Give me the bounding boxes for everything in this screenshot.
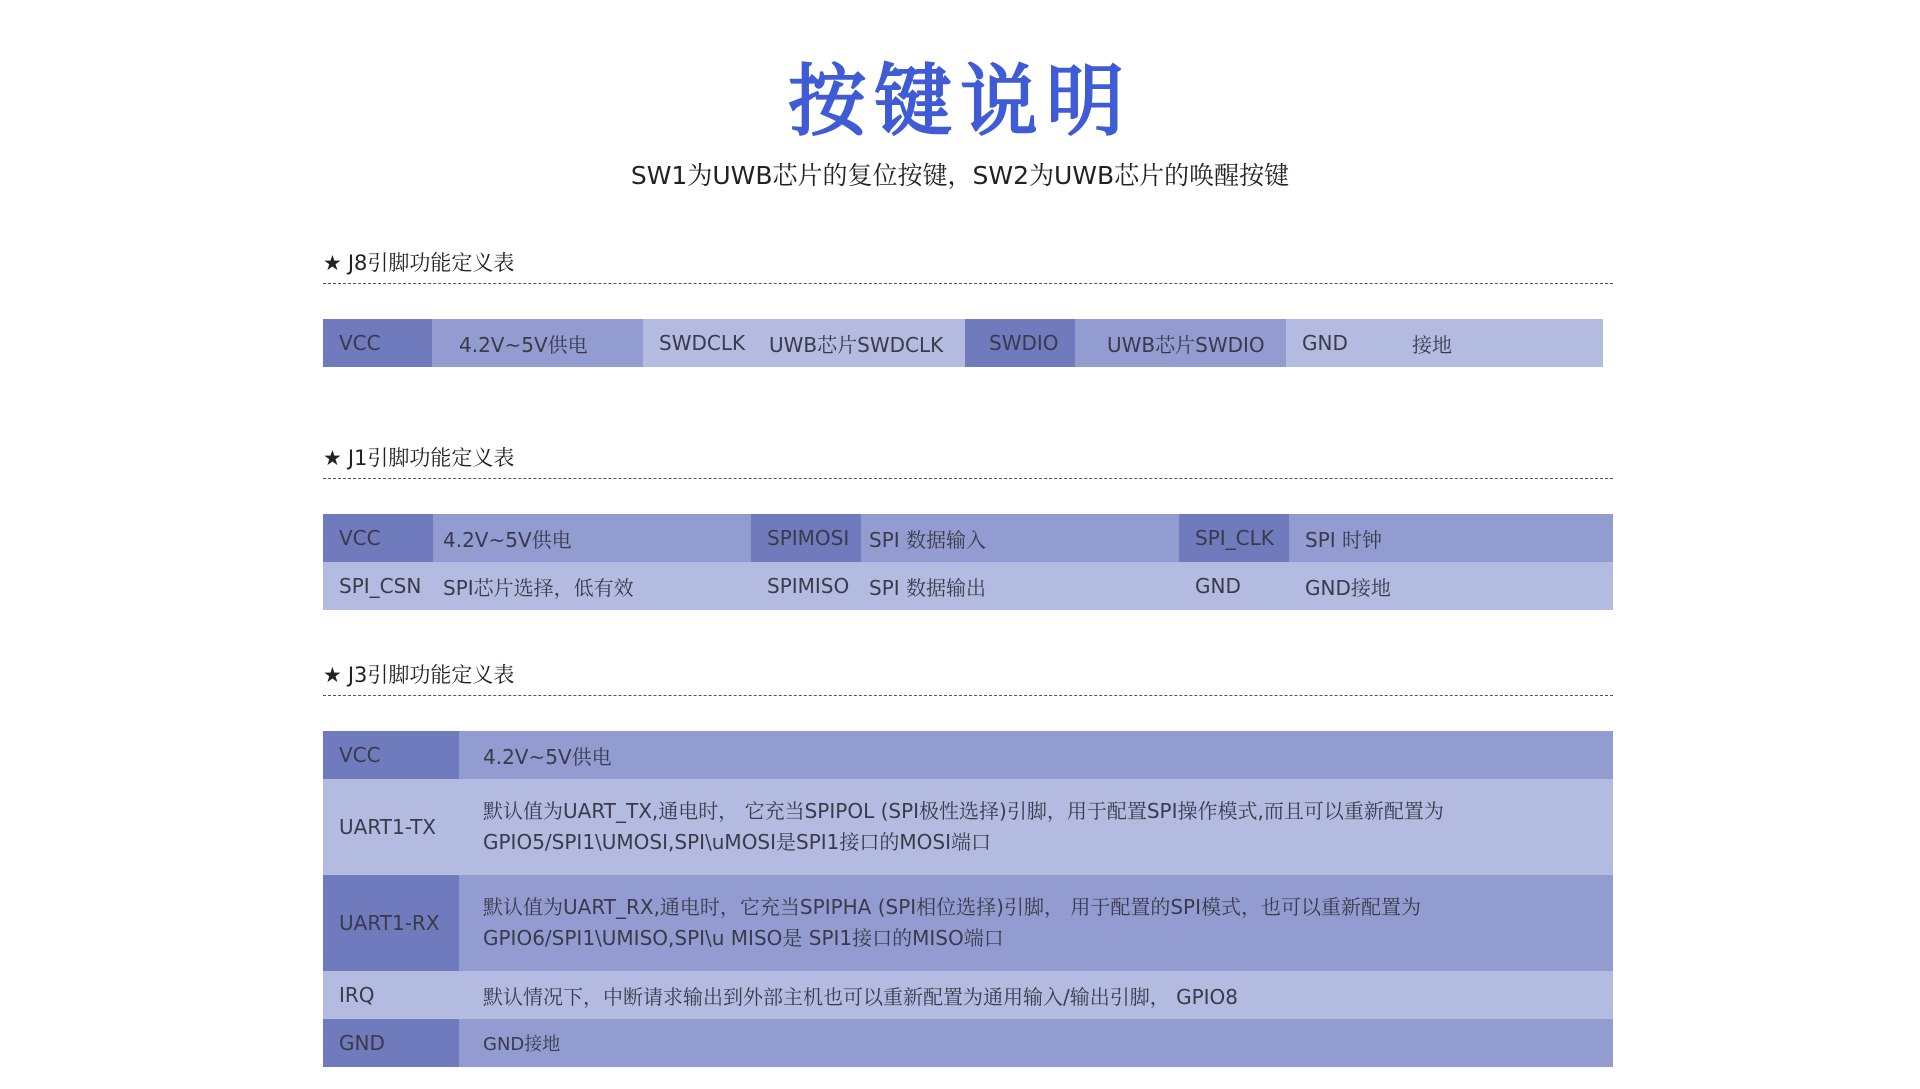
table-cell: 4.2V~5V供电 bbox=[433, 514, 751, 562]
section-title-j8-text: J8引脚功能定义表 bbox=[347, 251, 515, 275]
table-cell: SPIMISO bbox=[751, 562, 861, 610]
star-icon: ★ bbox=[323, 251, 342, 275]
section-title-j8 bbox=[323, 248, 514, 278]
table-cell: IRQ bbox=[323, 971, 459, 1019]
table-row bbox=[323, 514, 1613, 562]
page-title: 按键说明 bbox=[787, 57, 1132, 147]
table-cell: SPI芯片选择，低有效 bbox=[433, 562, 751, 610]
section-title-j3-text: J3引脚功能定义表 bbox=[347, 663, 515, 687]
table-cell: GND接地 bbox=[459, 1019, 1613, 1067]
table-cell: 默认值为UART_RX,通电时，它充当SPIPHA (SPI相位选择)引脚， 用于配置的SPI模式，也可以重新配置为GPIO6/SPI1\UMISO,SPI\u MISO是 SPI1接口的MISO端口 bbox=[459, 875, 1613, 971]
table-cell: SPI_CSN bbox=[323, 562, 433, 610]
star-icon: ★ bbox=[323, 446, 342, 470]
table-cell: SPI_CLK bbox=[1179, 514, 1289, 562]
table-cell: VCC bbox=[323, 514, 433, 562]
table-cell: VCC bbox=[323, 731, 459, 779]
divider-j8 bbox=[323, 283, 1613, 284]
table-cell: UWB芯片SWDCLK bbox=[753, 319, 965, 367]
star-icon: ★ bbox=[323, 663, 342, 687]
table-cell: GND接地 bbox=[1289, 562, 1613, 610]
table-cell: UART1-RX bbox=[323, 875, 459, 971]
section-title-j1-text: J1引脚功能定义表 bbox=[347, 446, 515, 470]
table-cell: GND bbox=[1286, 319, 1396, 367]
table-cell: SPI 数据输入 bbox=[861, 514, 1179, 562]
section-title-j1 bbox=[323, 443, 514, 473]
table-row bbox=[323, 731, 1613, 779]
divider-j1 bbox=[323, 478, 1613, 479]
table-cell: VCC bbox=[323, 319, 432, 367]
table-cell: 接地 bbox=[1396, 319, 1603, 367]
table-row bbox=[323, 1019, 1613, 1067]
table-cell: 4.2V~5V供电 bbox=[459, 731, 1613, 779]
table-row bbox=[323, 875, 1613, 971]
table-cell: 默认情况下，中断请求输出到外部主机也可以重新配置为通用输入/输出引脚， GPIO8 bbox=[459, 971, 1613, 1019]
table-cell: SPI 数据输出 bbox=[861, 562, 1179, 610]
table-cell: GND bbox=[323, 1019, 459, 1067]
table-row bbox=[323, 971, 1613, 1019]
table-row bbox=[323, 319, 1613, 367]
table-j8 bbox=[323, 319, 1613, 367]
table-cell: SWDIO bbox=[965, 319, 1075, 367]
table-cell: SWDCLK bbox=[643, 319, 753, 367]
divider-j3 bbox=[323, 695, 1613, 696]
section-title-j3 bbox=[323, 660, 514, 690]
table-cell: UART1-TX bbox=[323, 779, 459, 875]
table-cell: GND bbox=[1179, 562, 1289, 610]
table-j1 bbox=[323, 514, 1613, 610]
table-cell: UWB芯片SWDIO bbox=[1075, 319, 1286, 367]
table-cell: 4.2V~5V供电 bbox=[432, 319, 643, 367]
page-subtitle: SW1为UWB芯片的复位按键，SW2为UWB芯片的唤醒按键 bbox=[630, 161, 1290, 190]
table-row bbox=[323, 562, 1613, 610]
table-row bbox=[323, 779, 1613, 875]
table-j3 bbox=[323, 731, 1613, 1067]
table-cell: 默认值为UART_TX,通电时， 它充当SPIPOL (SPI极性选择)引脚，用于配置SPI操作模式,而且可以重新配置为GPIO5/SPI1\UMOSI,SPI\uMOSI是SPI1接口的MOSI端口 bbox=[459, 779, 1613, 875]
table-cell: SPI 时钟 bbox=[1289, 514, 1613, 562]
table-cell: SPIMOSI bbox=[751, 514, 861, 562]
